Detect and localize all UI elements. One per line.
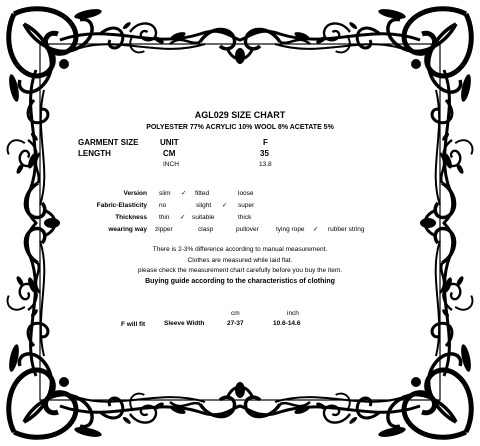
version-label: Version	[123, 190, 147, 197]
size-value: F	[263, 138, 268, 147]
elasticity-option-no: no	[159, 202, 167, 209]
material-composition: POLYESTER 77% ACRYLIC 10% WOOL 8% ACETATE 5%	[146, 124, 334, 131]
elasticity-check-mark: ✓	[222, 202, 228, 209]
version-check-mark: ✓	[181, 190, 187, 197]
wearing-option-tying-rope: tying rope	[276, 226, 305, 233]
guide-fit-label: F will fit	[121, 321, 146, 328]
wearing-option-pullover: pullover	[236, 226, 259, 233]
wearing-way-label: wearing way	[108, 226, 147, 233]
thickness-option-thin: thin	[159, 214, 170, 221]
wearing-option-clasp: clasp	[198, 226, 214, 233]
guide-inch-header: inch	[287, 310, 299, 317]
guide-measure-label: Sleeve Width	[164, 320, 205, 327]
guide-cm-value: 27-37	[227, 320, 244, 327]
inch-label: INCH	[163, 161, 179, 168]
size-chart-title: AGL029 SIZE CHART	[194, 110, 286, 120]
version-option-slim: slim	[159, 190, 171, 197]
thickness-check-mark: ✓	[180, 214, 186, 221]
version-option-loose: loose	[238, 190, 254, 197]
elasticity-label: Fabric-Elasticity	[96, 202, 147, 209]
version-option-fitted: fitted	[195, 190, 210, 197]
guide-cm-header: cm	[231, 310, 240, 317]
elasticity-option-slight: slight	[196, 202, 212, 209]
elasticity-option-super: super	[238, 202, 255, 209]
thickness-option-suitable: suitable	[192, 214, 215, 221]
guide-inch-value: 10.6-14.6	[273, 320, 301, 327]
length-cm-value: 35	[260, 149, 269, 158]
garment-size-label: GARMENT SIZE	[78, 138, 139, 147]
note-measurement-difference: There is 2-3% difference according to manual measurement.	[152, 246, 328, 253]
note-check-chart: please check the measurement chart carefully before you buy the item.	[137, 267, 343, 274]
thickness-label: Thickness	[115, 214, 147, 221]
cm-label: CM	[163, 149, 176, 158]
length-label: LENGTH	[78, 149, 111, 158]
wearing-option-zipper: zipper	[155, 226, 173, 233]
wearing-check-mark: ✓	[313, 226, 319, 233]
note-laid-flat: Clothes are measured while laid flat.	[187, 257, 293, 264]
buying-guide-heading: Buying guide according to the characteristics of clothing	[145, 278, 335, 285]
length-inch-value: 13.8	[259, 161, 272, 168]
thickness-option-thick: thick	[238, 214, 252, 221]
wearing-option-rubber-string: rubber string	[328, 226, 365, 233]
unit-label: UNIT	[160, 138, 179, 147]
